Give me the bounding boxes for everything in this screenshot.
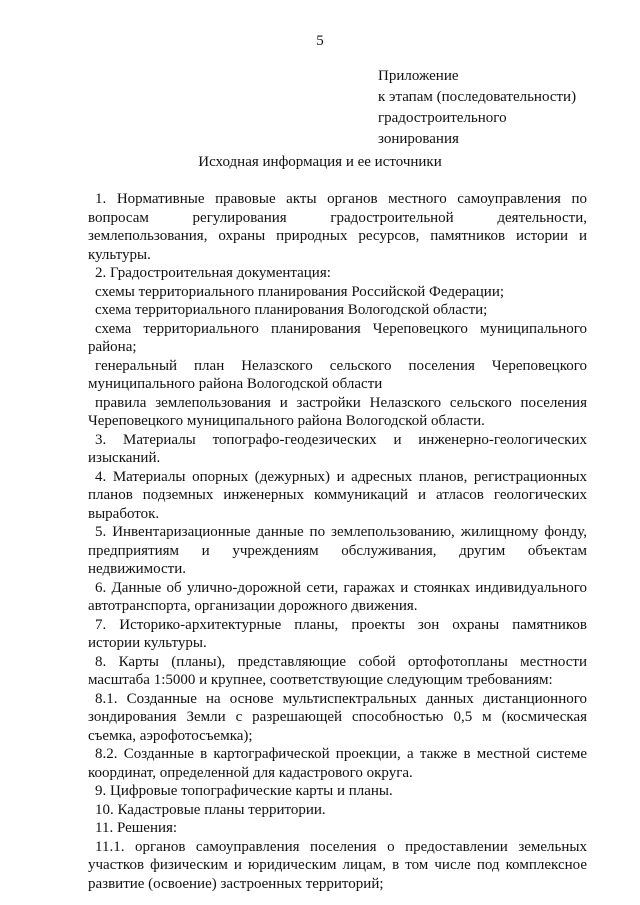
- appendix-line: градостроительного: [378, 110, 507, 126]
- document-body: [88, 190, 587, 893]
- paragraph-2-item: правила землепользования и застройки Нелазского сельского поселения Череповецкого муниципального района Вологодской области.: [88, 394, 587, 429]
- paragraph-2-item: схема территориального планирования Череповецкого муниципального района;: [88, 320, 587, 355]
- document-title: Исходная информация и ее источники: [198, 154, 442, 170]
- paragraph-5: 5. Инвентаризационные данные по землепользованию, жилищному фонду, предприятиям и учреждениям обслуживания, другим объектам недвижимости.: [88, 524, 587, 577]
- paragraph-2-item: генеральный план Нелазского сельского поселения Череповецкого муниципального района Вологодской области: [88, 357, 587, 392]
- appendix-header: [378, 66, 576, 150]
- paragraph-2: 2. Градостроительная документация:: [95, 265, 331, 281]
- paragraph-9: 9. Цифровые топографические карты и планы.: [95, 783, 393, 799]
- appendix-line: к этапам (последовательности): [378, 89, 577, 105]
- paragraph-8: 8. Карты (планы), представляющие собой ортофотопланы местности масштаба 1:5000 и крупнее, соответствующие следующим требованиям:: [88, 653, 587, 688]
- appendix-line: Приложение: [378, 68, 459, 84]
- paragraph-8-1: 8.1. Созданные на основе мультиспектральных данных дистанционного зондирования Земли с разрешающей способностью 0,5 м (космическая съемка, аэрофотосъемка);: [88, 690, 587, 744]
- paragraph-11-1: 11.1. органов самоуправления поселения о предоставлении земельных участков физическим и юридическим лицам, в том числе под комплексное развитие (освоение) застроенных территорий;: [88, 838, 587, 892]
- paragraph-11: 11. Решения:: [95, 820, 178, 836]
- paragraph-8-2: 8.2. Созданные в картографической проекции, а также в местной системе координат, определенной для кадастрового округа.: [88, 746, 587, 781]
- page-number: 5: [316, 33, 324, 49]
- appendix-line: зонирования: [378, 131, 459, 147]
- paragraph-2-item: схемы территориального планирования Российской Федерации;: [95, 283, 505, 300]
- paragraph-10: 10. Кадастровые планы территории.: [95, 801, 326, 818]
- paragraph-7: 7. Историко-архитектурные планы, проекты зон охраны памятников истории культуры.: [88, 616, 587, 651]
- paragraph-4: 4. Материалы опорных (дежурных) и адресных планов, регистрационных планов подземных инженерных коммуникаций и атласов геологических выработок.: [88, 468, 587, 522]
- paragraph-6: 6. Данные об улично-дорожной сети, гаражах и стоянках индивидуального автотранспорта, организации дорожного движения.: [88, 579, 587, 614]
- paragraph-3: 3. Материалы топографо-геодезических и инженерно-геологических изысканий.: [88, 431, 587, 466]
- paragraph-1: 1. Нормативные правовые акты органов местного самоуправления по вопросам регулирования градостроительной деятельности, землепользования, охраны природных ресурсов, памятников истории и культуры.: [88, 191, 587, 263]
- paragraph-2-item: схема территориального планирования Вологодской области;: [95, 302, 488, 318]
